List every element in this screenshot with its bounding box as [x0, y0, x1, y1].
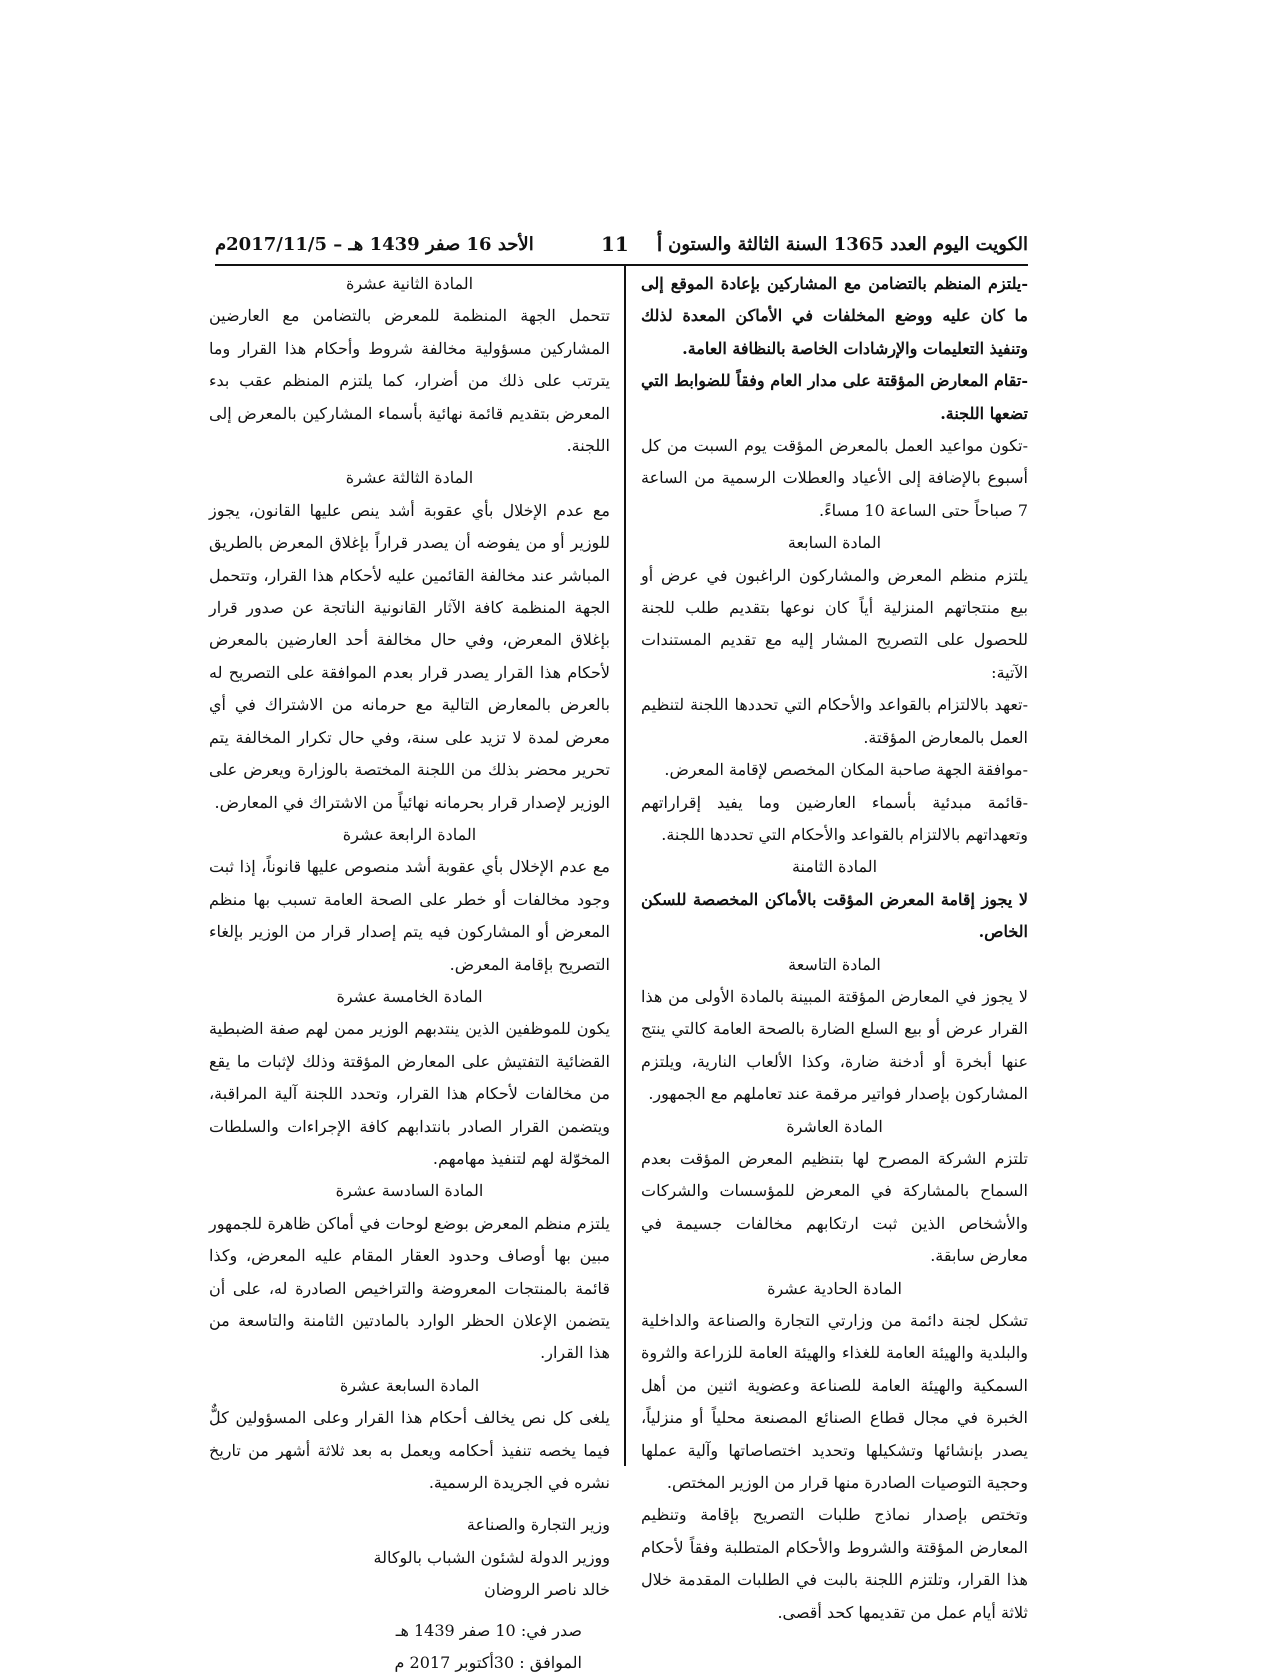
article-paragraph: تتحمل الجهة المنظمة للمعرض بالتضامن مع العارضين المشاركين مسؤولية مخالفة شروط وأحكام هذا القرار وما يترتب على ذلك من أضرار، كما يلتزم المنظم عقب بدء المعرض بتقديم قائمة نهائية بأسماء المشاركين بالمعرض إلى اللجنة. [209, 306, 610, 456]
signature-title: وزير التجارة والصناعة [466, 1515, 610, 1535]
article-heading: المادة الثانية عشرة [345, 274, 474, 293]
article-paragraph: تشكل لجنة دائمة من وزارتي التجارة والصناعة والداخلية والبلدية والهيئة العامة للغذاء والهيئة العامة للزراعة والثروة السمكية والهيئة العامة للصناعة وعضوية اثنين من أهل الخبرة في مجال قطاع الصنائع المصنعة محلياً أو منزلياً، يصدر بإنشائها وتشكيلها وتحديد اختصاصاتها وآلية عملها وحجية التوصيات الصادرة منها قرار من الوزير المختص. [641, 1311, 1028, 1493]
article-heading: المادة التاسعة [788, 954, 881, 974]
article-paragraph: تلتزم الشركة المصرح لها بتنظيم المعرض المؤقت بعدم السماح بالمشاركة في المعرض للمؤسسات والشركات والأشخاص الذين ثبت ارتكابهم مخالفات جسيمة في معارض سابقة. [641, 1148, 1028, 1266]
article-paragraph: يلغى كل نص يخالف أحكام هذا القرار وعلى المسؤولين كلٌّ فيما يخصه تنفيذ أحكامه ويعمل به بعد ثلاثة أشهر من تاريخ نشره في الجريدة الرسمية. [209, 1408, 611, 1493]
page-number [601, 232, 662, 256]
article-paragraph: مع عدم الإخلال بأي عقوبة أشد ينص عليها القانون، يجوز للوزير أو من يفوضه أن يصدر قراراً بإغلاق المعرض بالطريق المباشر عند مخالفة القائمين عليه لأحكام هذا القرار، وتتحمل الجهة المنظمة كافة الآثار القانونية الناتجة عن صدور قرار بإغلاق المعرض، وفي حال مخالفة أحد العارضين بالمعرض لأحكام هذا القرار يصدر قرار بعدم الموافقة على التصريح له بالعرض بالمعارض التالية مع حرمانه من الاشتراك في أي معرض لمدة لا تزيد على سنة، وفي حال تكرار المخالفة يتم تحرير محضر بذلك من اللجنة المختصة بالوزارة ويعرض على الوزير لإصدار قرار بحرمانه نهائياً من الاشتراك في المعارض. [209, 500, 610, 812]
article-heading: المادة الخامسة عشرة [336, 986, 483, 1006]
article-paragraph: -تقام المعارض المؤقتة على مدار العام وفقاً للضوابط التي تضعها اللجنة. [641, 371, 1028, 423]
article-paragraph: -تعهد بالالتزام بالقواعد والأحكام التي تحددها اللجنة لتنظيم العمل بالمعارض المؤقتة. [641, 695, 1028, 747]
article-paragraph: لا يجوز إقامة المعرض المؤقت بالأماكن المخصصة للسكن الخاص. [641, 889, 1028, 942]
left-column-body [209, 268, 610, 1499]
article-heading: المادة العاشرة [786, 1116, 883, 1136]
article-heading: المادة السابعة عشرة [339, 1375, 480, 1395]
article-paragraph: -قائمة مبدئية بأسماء العارضين وما يفيد إقراراتهم وتعهداتهم بالالتزام بالقواعد والأحكام التي تحددها اللجنة. [641, 792, 1028, 844]
article-heading: المادة الثامنة [791, 857, 878, 877]
header-date: الأحد 16 صفر 1439 هـ – 2017/11/5م [215, 234, 534, 255]
issue-date: صدر في: 10 صفر 1439 هـ [395, 1620, 582, 1640]
signature-name: خالد ناصر الروضان [483, 1580, 610, 1600]
signature-title-2: ووزير الدولة لشئون الشباب بالوكالة [373, 1547, 610, 1567]
article-paragraph: يلتزم منظم المعرض بوضع لوحات في أماكن ظاهرة للجمهور مبين بها أوصاف وحدود العقار المقام عليه المعرض، وكذا قائمة بالمنتجات المعروضة والتراخيص الصادرة له، على أن يتضمن الإعلان الحظر الوارد بالمادتين الثامنة والتاسعة من هذا القرار. [209, 1213, 610, 1363]
right-column [641, 268, 1028, 1629]
article-paragraph: مع عدم الإخلال بأي عقوبة أشد منصوص عليها قانوناً، إذا ثبت وجود مخالفات أو خطر على الصحة العامة تسبب بها منظم المعرض أو المشاركون فيه يتم إصدار قرار من الوزير بإلغاء التصريح بإقامة المعرض. [209, 857, 610, 974]
article-paragraph: -تكون مواعيد العمل بالمعرض المؤقت يوم السبت من كل أسبوع بالإضافة إلى الأعياد والعطلات الرسمية من الساعة 7 صباحاً حتى الساعة 10 مساءً. [641, 436, 1028, 520]
article-paragraph: -موافقة الجهة صاحبة المكان المخصص لإقامة المعرض. [664, 760, 1028, 780]
article-paragraph: -يلتزم المنظم بالتضامن مع المشاركين بإعادة الموقع إلى ما كان عليه ووضع المخلفات في الأماكن المعدة لذلك وتنفيذ التعليمات والإرشادات الخاصة بالنظافة العامة. [641, 274, 1028, 358]
header-publication: الكويت اليوم العدد 1365 السنة الثالثة والستون [668, 234, 1028, 255]
article-heading: المادة السادسة عشرة [335, 1181, 484, 1201]
article-heading: المادة الرابعة عشرة [342, 824, 477, 844]
page-number-value: 11 [601, 232, 629, 256]
issue-date-gregorian: الموافق : 30أكتوبر 2017 م [394, 1653, 582, 1673]
page-suffix: أ [656, 232, 663, 256]
article-heading: المادة الحادية عشرة [767, 1278, 902, 1298]
left-column [209, 268, 610, 1679]
article-paragraph: لا يجوز في المعارض المؤقتة المبينة بالمادة الأولى من هذا القرار عرض أو بيع السلع الضارة بالصحة العامة كالتي ينتج عنها أبخرة أو أدخنة ضارة، وكذا الألعاب النارية، ويلتزم المشاركون بإصدار فواتير مرقمة عند تعاملهم مع الجمهور. [641, 986, 1028, 1104]
column-divider [624, 266, 626, 1466]
page-header [215, 230, 1028, 266]
article-heading: المادة السابعة [787, 533, 882, 553]
article-paragraph: وتختص بإصدار نماذج طلبات التصريح بإقامة وتنظيم المعارض المؤقتة والشروط والأحكام المتطلبة وفقاً لأحكام هذا القرار، وتلتزم اللجنة بالبت في الطلبات المقدمة خلال ثلاثة أيام عمل من تقديمها كحد أقصى. [641, 1505, 1028, 1622]
article-paragraph: يكون للموظفين الذين ينتدبهم الوزير ممن لهم صفة الضبطية القضائية التفتيش على المعارض المؤقتة وذلك لإثبات ما يقع من مخالفات لأحكام هذا القرار، وتحدد اللجنة آلية المراقبة، ويتضمن القرار الصادر بانتدابهم كافة الإجراءات والسلطات المخوّلة لهم لتنفيذ مهامهم. [209, 1019, 610, 1168]
article-heading: المادة الثالثة عشرة [345, 468, 474, 488]
article-paragraph: يلتزم منظم المعرض والمشاركون الراغبون في عرض أو بيع منتجاتهم المنزلية أياً كان نوعها بتقديم طلب للجنة للحصول على التصريح المشار إليه مع تقديم المستندات الآتية: [641, 565, 1028, 682]
